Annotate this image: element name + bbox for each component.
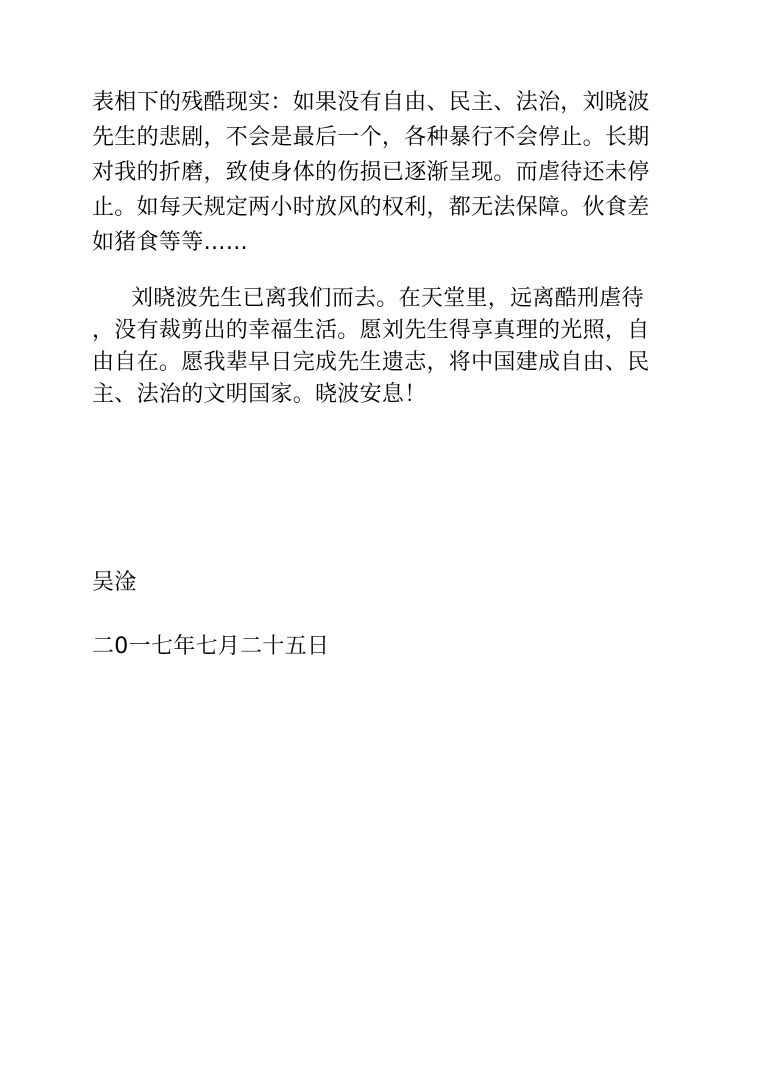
paragraph-1-line-1: 表相下的残酷现实：如果没有自由、民主、法治，刘晓波 xyxy=(92,90,650,115)
signature: 吴淦 xyxy=(92,570,137,595)
paragraph-2-line-4: 主、法治的文明国家。晓波安息！ xyxy=(92,382,427,407)
date: 二0一七年七月二十五日 xyxy=(92,634,330,659)
paragraph-1-line-3: 对我的折磨，致使身体的伤损已逐渐呈现。而虐待还未停 xyxy=(92,160,650,185)
paragraph-1-line-4: 止。如每天规定两小时放风的权利，都无法保障。伙食差 xyxy=(92,195,650,220)
paragraph-2-line-1: 刘晓波先生已离我们而去。在天堂里，远离酷刑虐待 xyxy=(131,286,644,311)
paragraph-2-line-3: 由自在。愿我辈早日完成先生遗志，将中国建成自由、民 xyxy=(92,350,650,375)
paragraph-2-line-2: ，没有裁剪出的幸福生活。愿刘先生得享真理的光照，自 xyxy=(92,318,650,343)
paragraph-1-line-5: 如猪食等等…… xyxy=(92,230,249,255)
paragraph-1-line-2: 先生的悲剧，不会是最后一个，各种暴行不会停止。长期 xyxy=(92,125,650,150)
